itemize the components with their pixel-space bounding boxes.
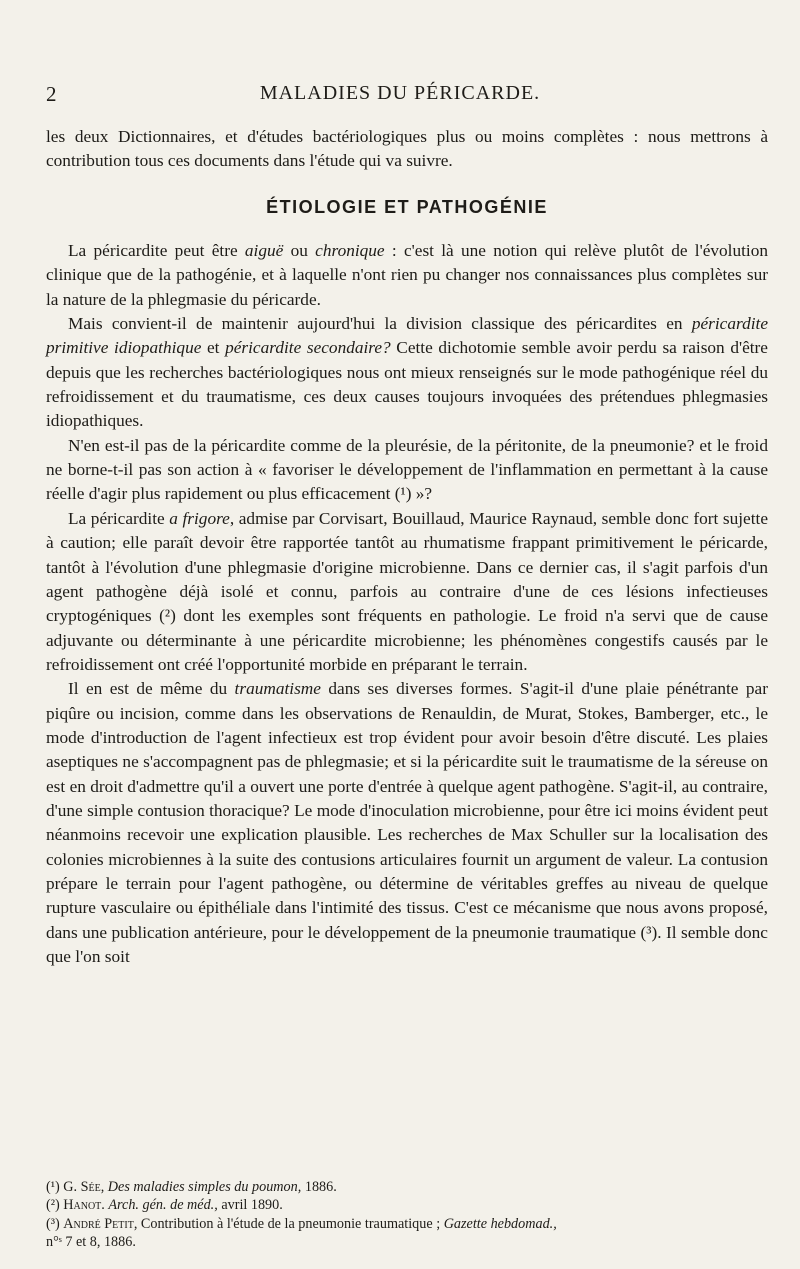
paragraph-2: Mais convient-il de maintenir aujourd'hui la division classique des péricardites en péricardite primitive idiopathique et péricardite secondaire? Cette dichotomie semble avoir perdu sa raison d'être depuis que les recherches bactériologiques nous ont mieux renseignés sur le mode pathogénique réel du refroidissement et du traumatisme, ces deux causes toujours invoquées des prétendues phlegmasies idiopathiques. xyxy=(46,314,768,431)
paragraph-3: N'en est-il pas de la péricardite comme de la pleurésie, de la péritonite, de la pneumonie? et le froid ne borne-t-il pas son action à « favoriser le développement de l'inflammation en permettant à la cause réelle d'agir plus rapidement ou plus efficacement (¹) »? xyxy=(46,435,768,504)
footnote-ref-1[interactable]: (¹) xyxy=(394,484,412,504)
footnotes xyxy=(46,1178,768,1251)
paragraph-4: La péricardite a frigore, admise par Corvisart, Bouillaud, Maurice Raynaud, semble donc fort sujette à caution; elle paraît devoir être rapportée tantôt au rhumatisme frappant primitivement le péricarde, tantôt à l'évolution d'une phlegmasie d'origine microbienne. Dans ce dernier cas, il s'agit parfois d'un agent pathogène déjà isolé et connu, parfois au contraire d'une de ces lésions infectieuses cryptogéniques (²) dont les exemples sont fréquents en pathologie. Le froid n'a servi que de cause adjuvante ou déterminante à une péricardite microbienne; les phénomènes congestifs causés par le refroidissement ont créé l'opportunité morbide en préparant le terrain. xyxy=(46,508,769,674)
footnote-2: (²) Hanot. Arch. gén. de méd., avril 1890. xyxy=(46,1197,283,1214)
paragraph-1: La péricardite peut être aiguë ou chronique : c'est là une notion qui relève plutôt de l'évolution clinique que de la pathogénie, et à laquelle n'ont rien pu changer nos connaissances plus complètes sur la nature de la phlegmasie du péricarde. xyxy=(46,241,768,309)
footnote-3-cont: n°ˢ 7 et 8, 1886. xyxy=(46,1233,136,1250)
footnote-1: (¹) G. Sée, Des maladies simples du poumon, 1886. xyxy=(46,1179,337,1195)
paragraph-5: Il en est de même du traumatisme dans ses diverses formes. S'agit-il d'une plaie pénétrante par piqûre ou incision, comme dans les observations de Renauldin, de Murat, Stokes, Bamberger, etc., le mode d'introduction de l'agent infectieux est trop évident pour avoir besoin d'être discuté. Les plaies aseptiques ne s'accompagnent pas de phlegmasie; et si la péricardite suit le traumatisme de la séreuse on est en droit d'admettre qu'il a ouvert une porte d'entrée à quelque agent pathogène. S'agit-il, au contraire, d'une simple contusion thoracique? Le mode d'inoculation microbienne, pour être ici moins évident peut néanmoins recevoir une explication plausible. Les recherches de Max Schuller sur la localisation des colonies microbiennes à la suite des contusions articulaires fournit un argument de valeur. La contusion prépare le terrain pour l'agent pathogène, ou détermine de véritables greffes au niveau de quelque rupture vasculaire ou épithéliale dans l'intimité des tissus. C'est ce mécanisme que nous avons proposé, dans une publication antérieure, pour le développement de la pneumonie traumatique (³). Il semble donc que l'on soit xyxy=(46,679,768,966)
body-text xyxy=(46,125,768,969)
page-number: 2 xyxy=(46,82,57,106)
section-heading: ÉTIOLOGIE ET PATHOGÉNIE xyxy=(266,196,548,217)
intro-paragraph: les deux Dictionnaires, et d'études bactériologiques plus ou moins complètes : nous mettrons à contribution tous ces documents dans l'étude qui va suivre. xyxy=(46,127,768,171)
page-header xyxy=(0,82,800,112)
footnote-3: (³) André Petit, Contribution à l'étude de la pneumonie traumatique ; Gazette hebdomad., xyxy=(46,1215,557,1232)
footnote-ref-3[interactable]: (³) xyxy=(640,922,658,942)
running-title: MALADIES DU PÉRICARDE. xyxy=(259,82,541,104)
footnote-ref-2[interactable]: (²) xyxy=(159,606,176,626)
